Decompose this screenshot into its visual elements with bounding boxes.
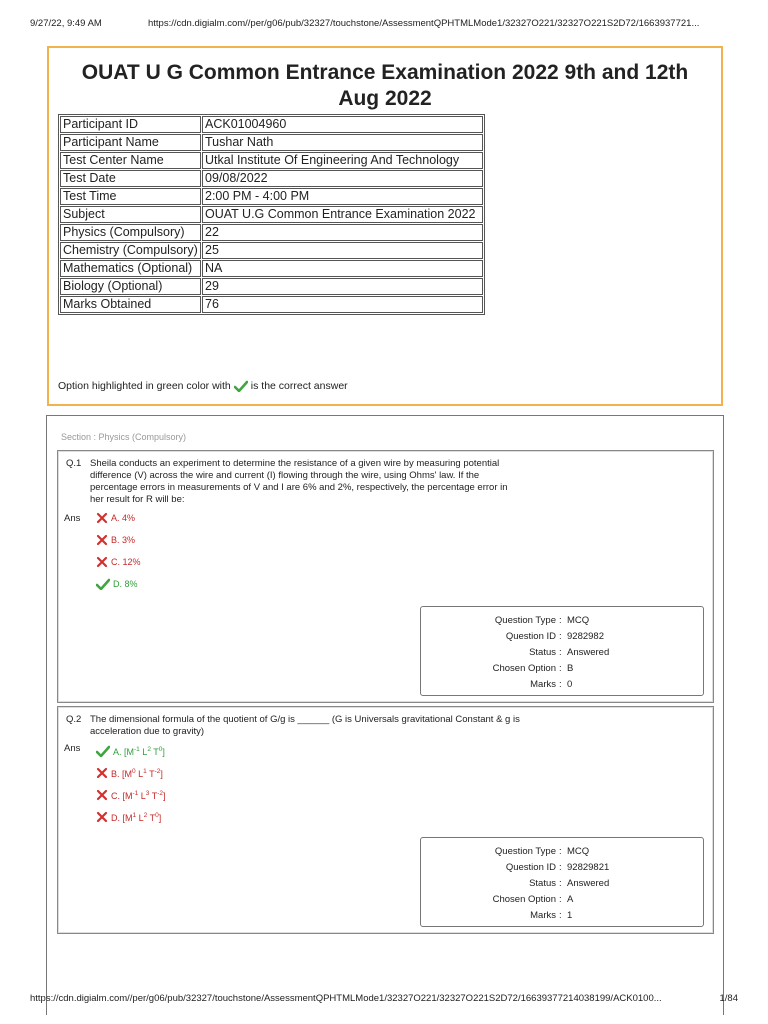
- exponent: 2: [143, 811, 148, 819]
- meta-row-marks: [421, 676, 703, 692]
- meta-separator: :: [559, 662, 562, 674]
- meta-value: MCQ: [567, 845, 590, 857]
- meta-value: Answered: [567, 877, 610, 889]
- option-text: T: [147, 812, 156, 823]
- info-value: 29: [202, 278, 483, 295]
- info-key: Participant ID: [60, 116, 201, 133]
- question-text: Sheila conducts an experiment to determine the resistance of a given wire by measuring potential difference (V) across the wire and current (I) flowing through the wire, using Ohms' law. If the percentage errors in measurements of V and I are 6% and 2%, respectively, the percentage error in her result for R will be:: [90, 458, 508, 505]
- meta-key: Status: [529, 877, 556, 889]
- option-text: T: [149, 790, 158, 801]
- cross-icon: [96, 767, 108, 779]
- meta-key: Question Type: [494, 845, 556, 857]
- option-label: B. 3%: [111, 535, 136, 545]
- page-indicator: 1/84: [719, 993, 738, 1004]
- meta-separator: :: [559, 893, 562, 905]
- ans-label: Ans: [64, 743, 81, 754]
- table-row: [60, 224, 483, 241]
- info-key: Mathematics (Optional): [60, 260, 201, 277]
- meta-value: A: [567, 893, 574, 905]
- option-text: A. [M: [113, 746, 135, 757]
- meta-separator: :: [559, 646, 562, 658]
- option-d: [96, 811, 161, 823]
- option-label: [113, 746, 165, 757]
- table-row: [60, 188, 483, 205]
- legend-text-before: Option highlighted in green color with: [58, 380, 231, 392]
- exam-title: OUAT U G Common Entrance Examination 2022 9th and 12th Aug 2022: [81, 61, 689, 110]
- question-card: [57, 450, 714, 703]
- info-key: Marks Obtained: [60, 296, 201, 313]
- option-text: ]: [160, 768, 163, 779]
- option-text: L: [136, 812, 144, 823]
- option-label: [111, 768, 163, 779]
- cross-icon: [96, 556, 108, 568]
- question-number: Q.1: [66, 458, 82, 469]
- meta-value: 92829821: [567, 861, 610, 873]
- info-value: 25: [202, 242, 483, 259]
- meta-key: Chosen Option: [492, 893, 556, 905]
- meta-separator: :: [559, 630, 562, 642]
- table-row: [60, 152, 483, 169]
- meta-key: Question ID: [505, 630, 556, 642]
- option-text: L: [135, 768, 144, 779]
- exponent: 1: [132, 811, 137, 819]
- meta-separator: :: [559, 909, 562, 921]
- info-key: Chemistry (Compulsory): [60, 242, 201, 259]
- candidate-info-table: [58, 114, 485, 315]
- table-row: [60, 170, 483, 187]
- meta-key: Marks: [530, 909, 556, 921]
- info-value: ACK01004960: [202, 116, 483, 133]
- option-label: A. 4%: [111, 513, 136, 523]
- exponent: -1: [132, 789, 139, 797]
- meta-separator: :: [559, 614, 562, 626]
- answer-legend: [58, 380, 348, 392]
- question-meta-box: [420, 837, 704, 927]
- meta-row-chosen: [421, 660, 703, 676]
- info-key: Test Time: [60, 188, 201, 205]
- print-header: [30, 18, 738, 32]
- info-value: 76: [202, 296, 483, 313]
- option-text: ]: [162, 746, 165, 757]
- info-value: OUAT U.G Common Entrance Examination 2022: [202, 206, 483, 223]
- option-label: [111, 812, 161, 823]
- option-text: ]: [158, 812, 162, 823]
- exponent: 0: [158, 745, 163, 753]
- option-text: ]: [163, 790, 166, 801]
- cross-icon: [96, 512, 108, 524]
- meta-key: Status: [529, 646, 556, 658]
- option-c: [96, 556, 141, 568]
- info-key: Test Date: [60, 170, 201, 187]
- exponent: 2: [147, 745, 151, 753]
- exponent: 1: [143, 767, 147, 775]
- meta-value: 9282982: [567, 630, 604, 642]
- cross-icon: [96, 534, 108, 546]
- checkmark-icon: [96, 578, 110, 590]
- info-key: Test Center Name: [60, 152, 201, 169]
- info-key: Subject: [60, 206, 201, 223]
- info-value: 2:00 PM - 4:00 PM: [202, 188, 483, 205]
- exponent: -1: [134, 745, 140, 753]
- meta-row-status: [421, 644, 703, 660]
- meta-key: Chosen Option: [492, 662, 556, 674]
- checkmark-icon: [96, 745, 110, 757]
- info-value: Tushar Nath: [202, 134, 483, 151]
- option-label: [111, 790, 166, 801]
- meta-value: MCQ: [567, 614, 590, 626]
- option-text: B. [M: [111, 768, 133, 779]
- meta-separator: :: [559, 877, 562, 889]
- info-value: 09/08/2022: [202, 170, 483, 187]
- question-meta-box: [420, 606, 704, 696]
- meta-key: Question ID: [505, 861, 556, 873]
- option-a: [96, 512, 135, 524]
- question-card: [57, 706, 714, 934]
- table-row: [60, 116, 483, 133]
- info-value: 22: [202, 224, 483, 241]
- legend-text-after: is the correct answer: [250, 380, 348, 392]
- meta-row-id: [421, 859, 703, 875]
- checkmark-icon: [234, 380, 248, 392]
- meta-row-status: [421, 875, 703, 891]
- info-key: Physics (Compulsory): [60, 224, 201, 241]
- exponent: 0: [132, 767, 136, 775]
- option-b: [96, 534, 135, 546]
- option-a: [96, 745, 165, 757]
- question-number: Q.2: [66, 714, 82, 725]
- option-text: T: [146, 768, 155, 779]
- question-paper-area: [46, 415, 724, 1015]
- table-row: [60, 134, 483, 151]
- table-row: [60, 206, 483, 223]
- meta-separator: :: [559, 861, 562, 873]
- option-d: [96, 578, 138, 590]
- print-url: https://cdn.digialm.com//per/g06/pub/32327/touchstone/AssessmentQPHTMLMode1/32327O221/32327O221S2D72/1663937721...: [148, 18, 700, 29]
- option-b: [96, 767, 163, 779]
- exponent: -2: [157, 789, 164, 797]
- footer-url: https://cdn.digialm.com//per/g06/pub/32327/touchstone/AssessmentQPHTMLMode1/32327O221/32327O221S2D72/16639377214038199/ACK0100...: [30, 993, 662, 1004]
- cross-icon: [96, 789, 108, 801]
- option-text: L: [138, 790, 146, 801]
- exponent: 3: [145, 789, 150, 797]
- option-text: L: [139, 746, 148, 757]
- meta-value: B: [567, 662, 574, 674]
- info-key: Participant Name: [60, 134, 201, 151]
- meta-value: 0: [567, 678, 573, 690]
- question-text: The dimensional formula of the quotient of G/g is ______ (G is Universals gravitational Constant & g is acceleration due to gravity): [90, 714, 520, 737]
- meta-row-type: [421, 843, 703, 859]
- print-datetime: 9/27/22, 9:49 AM: [30, 18, 102, 29]
- info-value: Utkal Institute Of Engineering And Technology: [202, 152, 483, 169]
- candidate-summary-box: [47, 46, 723, 406]
- exponent: -2: [154, 767, 161, 775]
- meta-value: 1: [567, 909, 573, 921]
- ans-label: Ans: [64, 513, 81, 524]
- table-row: [60, 296, 483, 313]
- option-text: C. [M: [111, 790, 133, 801]
- option-c: [96, 789, 166, 801]
- meta-value: Answered: [567, 646, 610, 658]
- table-row: [60, 260, 483, 277]
- info-key: Biology (Optional): [60, 278, 201, 295]
- table-row: [60, 278, 483, 295]
- meta-row-id: [421, 628, 703, 644]
- meta-row-type: [421, 612, 703, 628]
- option-label: C. 12%: [111, 557, 141, 567]
- meta-separator: :: [559, 678, 562, 690]
- option-text: T: [150, 746, 159, 757]
- option-label: D. 8%: [113, 579, 138, 589]
- meta-key: Question Type: [494, 614, 556, 626]
- cross-icon: [96, 811, 108, 823]
- table-row: [60, 242, 483, 259]
- meta-row-chosen: [421, 891, 703, 907]
- meta-separator: :: [559, 845, 562, 857]
- info-value: NA: [202, 260, 483, 277]
- section-label: Section : Physics (Compulsory): [61, 432, 187, 442]
- meta-row-marks: [421, 907, 703, 923]
- option-text: D. [M: [111, 812, 133, 823]
- meta-key: Marks: [530, 678, 556, 690]
- exponent: 0: [155, 811, 159, 819]
